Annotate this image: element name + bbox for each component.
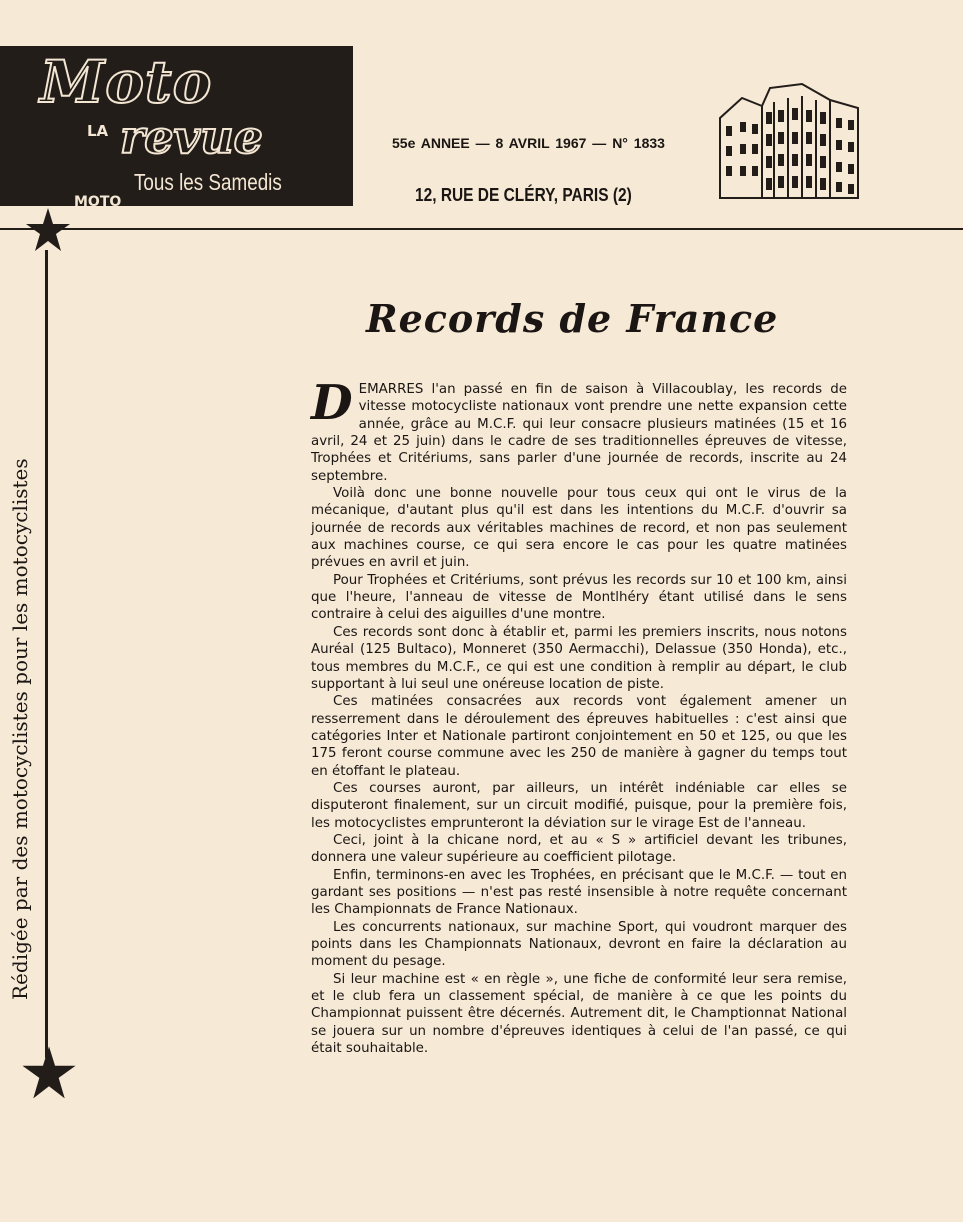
masthead-logo [0, 46, 353, 210]
article-title: Records de France [366, 296, 779, 341]
article-paragraph: Pour Trophées et Critériums, sont prévus les records sur 10 et 100 km, ainsi que l'heure, l'anneau de vitesse de Montlhéry étant utilisé dans le sens contraire à celui des aiguilles d'une montre. [311, 572, 847, 623]
sidebar-motto: Rédigée par des motocyclistes pour les motocyclistes [8, 458, 32, 1000]
publisher-address: 12, RUE DE CLÉRY, PARIS (2) [415, 185, 632, 205]
article-paragraph: DEMARRES l'an passé en fin de saison à Villacoublay, les records de vitesse motocycliste nationaux vont prendre une nette expansion cette année, grâce au M.C.F. qui leur consacre plusieurs matinées (15 et 16 avril, 24 et 25 juin) dans le cadre de ses traditionnelles épreuves de vitesse, Trophées et Critériums, sans parler d'une journée de records, inscrite au 24 septembre. [311, 375, 847, 484]
logo-revue-word: revue [120, 110, 263, 164]
building-illustration [712, 78, 862, 206]
star-ornament-bottom [20, 1044, 78, 1102]
header-rule [0, 228, 963, 230]
logo-moto-small-word: MOTO [74, 194, 122, 210]
article-paragraph: Si leur machine est « en règle », une fiche de conformité leur sera remise, et le club fera un classement spécial, de manière à ce que les points du Championnat puissent être décernés. Autrement dit, le Champtionnat National se jouera sur un nombre d'épreuves identiques à celui de l'an passé, ce qui était souhaitable. [311, 971, 847, 1057]
article-paragraph: Ces matinées consacrées aux records vont également amener un resserrement dans le déroulement des épreuves habituelles : c'est ainsi que catégories Inter et Nationale partiront conjointement en 50 et 125, ou que les 175 feront course commune avec les 250 de manière à gagner du temps tout en étoffant le plateau. [311, 694, 847, 779]
article-paragraph: Ces courses auront, par ailleurs, un intérêt indéniable car elles se disputeront finalement, sur un circuit modifié, puisque, pour la première fois, les motocyclistes emprunteront la déviation sur le virage Est de l'anneau. [311, 780, 847, 831]
star-ornament-top [24, 206, 72, 254]
issue-info: 55e ANNEE — 8 AVRIL 1967 — N° 1833 [392, 135, 665, 151]
article-paragraph: Voilà donc une bonne nouvelle pour tous ceux qui ont le virus de la mécanique, d'autant plus qu'il est dans les intentions du M.C.F. d'ouvrir sa journée de records aux véritables machines de record, et non pas seulement aux machines course, ce qui sera encore le cas pour les quatre matinées prévues en avril et juin. [311, 486, 847, 571]
logo-la-word: LA [87, 122, 109, 140]
article-body [311, 375, 847, 1057]
article-paragraph: Les concurrents nationaux, sur machine Sport, qui voudront marquer des points dans les Championnats Nationaux, devront en faire la déclaration au moment du pesage. [311, 919, 847, 970]
article-paragraph: Ces records sont donc à établir et, parmi les premiers inscrits, nous notons Auréal (125 Bultaco), Monneret (350 Aermacchi), Delassue (350 Honda), etc., tous membres du M.C.F., ce qui est une condition à remplir au départ, le club supportant à lui seul une onéreuse location de piste. [311, 624, 847, 692]
article-paragraph: Enfin, terminons-en avec les Trophées, en précisant que le M.C.F. — tout en gardant ses positions — n'est pas resté insensible à notre requête concernant les Championnats de France Nationaux. [311, 867, 847, 918]
side-rule [45, 250, 48, 1058]
logo-moto-word: Moto [40, 48, 213, 116]
drop-cap: D [311, 375, 353, 431]
article-paragraph: Ceci, joint à la chicane nord, et au « S » artificiel devant les tribunes, donnera une valeur supérieure au coefficient pilotage. [311, 832, 847, 866]
masthead-tagline: Tous les Samedis [134, 169, 282, 195]
